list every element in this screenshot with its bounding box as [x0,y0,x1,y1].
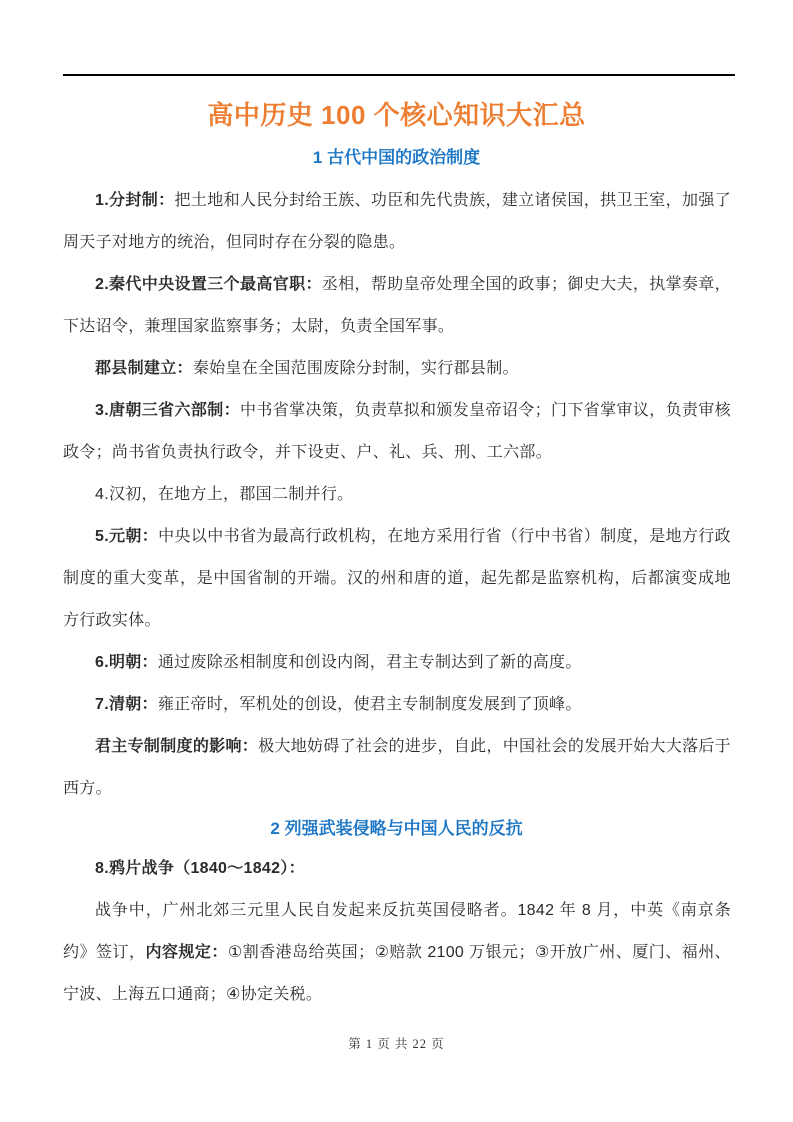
paragraph [63,264,731,348]
document-body [0,170,793,810]
page-title: 高中历史 100 个核心知识大汇总 [207,100,586,130]
paragraph [63,848,731,890]
section-heading-1: 1 古代中国的政治制度 [312,148,481,167]
paragraph-run: 郡县制建立： [95,360,193,377]
page-number: 第 1 页 共 22 页 [348,1037,445,1051]
paragraph-run: 中书省掌决策，负责草拟和颁发皇帝诏令；门下省掌审议，负责审核政令；尚书省负责执行政令，并下设吏、户、礼、兵、刑、工六部。 [63,402,731,461]
paragraph [63,348,731,390]
paragraph-run: 战争中，广州北郊三元里人民自发起来反抗英国侵略者。1842 年 8 月，中英《南京条约》签订， [63,902,731,961]
paragraph [63,890,731,1016]
paragraph-run: 丞相，帮助皇帝处理全国的政事；御史大夫，执掌奏章，下达诏令，兼理国家监察事务；太尉，负责全国军事。 [63,276,731,335]
paragraph-run: 2.秦代中央设置三个最高官职： [95,276,322,293]
paragraph [63,390,731,474]
paragraph-run: 7.清朝： [95,696,158,713]
paragraph-run: 通过废除丞相制度和创设内阁，君主专制达到了新的高度。 [157,654,582,671]
document-body-2 [0,848,793,1016]
paragraph-run: 中央以中书省为最高行政机构，在地方采用行省（行中书省）制度，是地方行政制度的重大变革，是中国省制的开端。汉的州和唐的道，起先都是监察机构，后都演变成地方行政实体。 [63,528,731,629]
paragraph-run: 秦始皇在全国范围废除分封制，实行郡县制。 [192,360,519,377]
paragraph-run: 君主专制制度的影响： [95,738,259,755]
paragraph-run: 8.鸦片战争（1840～1842）： [95,860,305,877]
paragraph-run: 雍正帝时，军机处的创设，使君主专制制度发展到了顶峰。 [157,696,582,713]
paragraph-run: ①割香港岛给英国；②赔款 2100 万银元；③开放广州、厦门、福州、宁波、上海五口通商；④协定关税。 [63,944,731,1003]
section-heading-2: 2 列强武装侵略与中国人民的反抗 [270,819,523,838]
paragraph [63,474,731,516]
paragraph [63,642,731,684]
paragraph-run: 4.汉初，在地方上，郡国二制并行。 [95,486,354,503]
paragraph-run: 3.唐朝三省六部制： [95,402,240,419]
paragraph [63,684,731,726]
paragraph-run: 极大地妨碍了社会的进步，自此，中国社会的发展开始大大落后于西方。 [63,738,731,797]
paragraph [63,516,731,642]
paragraph [63,180,731,264]
paragraph-run: 内容规定： [145,944,228,961]
paragraph-run: 1.分封制： [95,192,175,209]
paragraph [63,726,731,810]
paragraph-run: 把土地和人民分封给王族、功臣和先代贵族，建立诸侯国，拱卫王室，加强了周天子对地方的统治，但同时存在分裂的隐患。 [63,192,731,251]
paragraph-run: 6.明朝： [95,654,158,671]
paragraph-run: 5.元朝： [95,528,159,545]
header-divider [63,74,735,76]
